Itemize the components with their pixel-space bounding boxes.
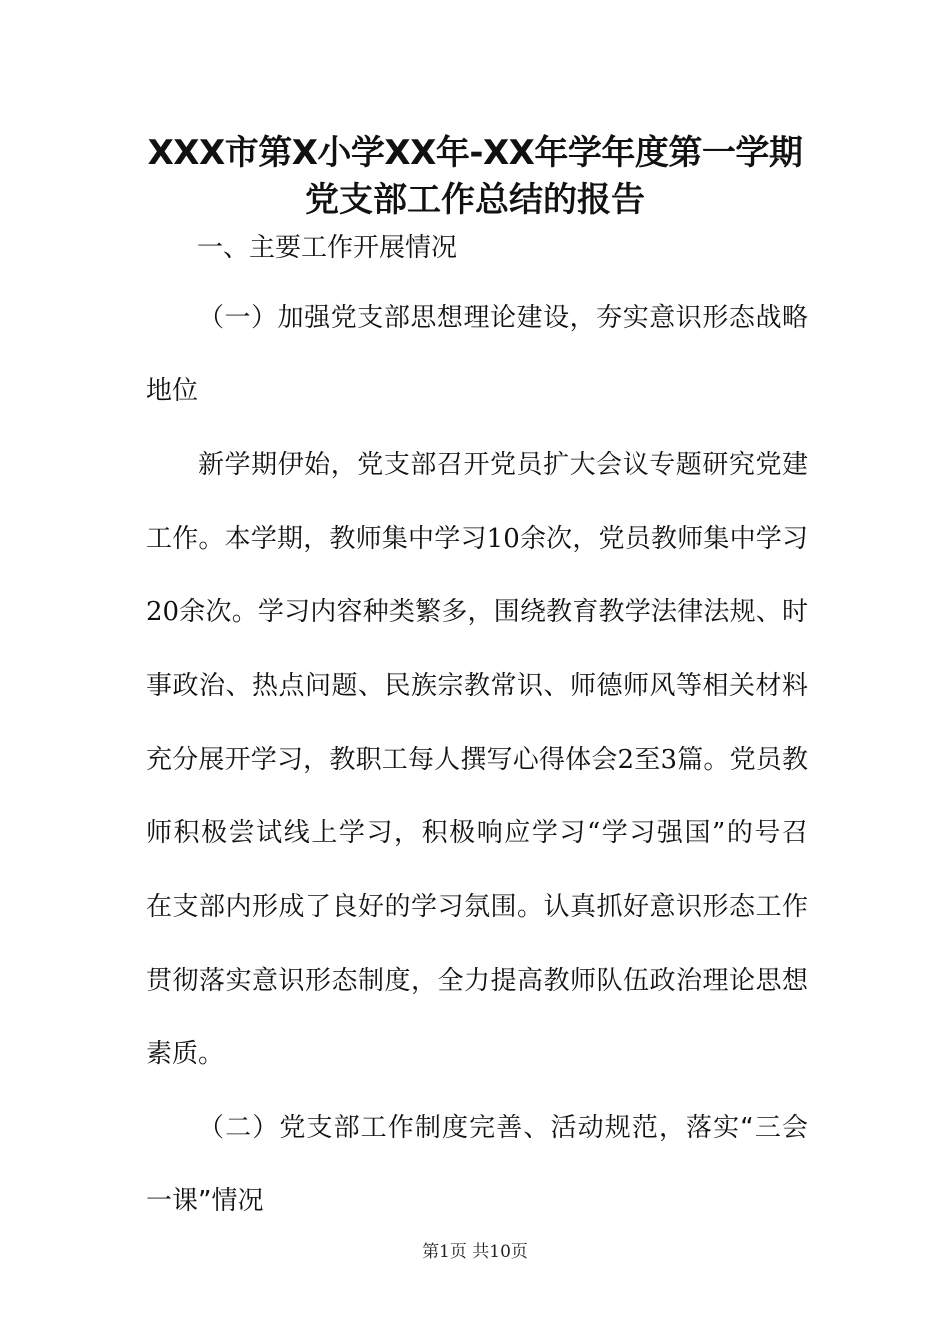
document-title-line-2: 党支部工作总结的报告	[305, 180, 645, 220]
subsection-heading-1-line-2: 地位	[146, 376, 199, 406]
paragraph-line: 工作。本学期，教师集中学习10余次，党员教师集中学习	[146, 524, 808, 554]
page-number-footer: 第1页 共10页	[422, 1242, 528, 1262]
paragraph-line: 师积极尝试线上学习，积极响应学习“学习强国”的号召	[146, 818, 808, 848]
subsection-heading-2-line-2: 一课”情况	[146, 1186, 264, 1216]
paragraph-line: 素质。	[146, 1039, 225, 1069]
paragraph-line: 充分展开学习，教职工每人撰写心得体会2至3篇。党员教	[146, 745, 808, 775]
paragraph-line: 贯彻落实意识形态制度，全力提高教师队伍政治理论思想	[146, 966, 808, 996]
document-title-line-1: XXX市第X小学XX年-XX年学年度第一学期	[147, 133, 803, 173]
paragraph-line: 在支部内形成了良好的学习氛围。认真抓好意识形态工作	[146, 892, 808, 922]
subsection-heading-1-line-1: （一）加强党支部思想理论建设，夯实意识形态战略	[198, 303, 808, 333]
paragraph-line: 20余次。学习内容种类繁多，围绕教育教学法律法规、时	[146, 597, 808, 627]
paragraph-line: 新学期伊始，党支部召开党员扩大会议专题研究党建	[198, 450, 808, 480]
subsection-heading-2-line-1: （二）党支部工作制度完善、活动规范，落实“三会	[198, 1113, 808, 1143]
section-heading: 一、主要工作开展情况	[197, 233, 458, 263]
paragraph-line: 事政治、热点问题、民族宗教常识、师德师风等相关材料	[146, 671, 808, 701]
